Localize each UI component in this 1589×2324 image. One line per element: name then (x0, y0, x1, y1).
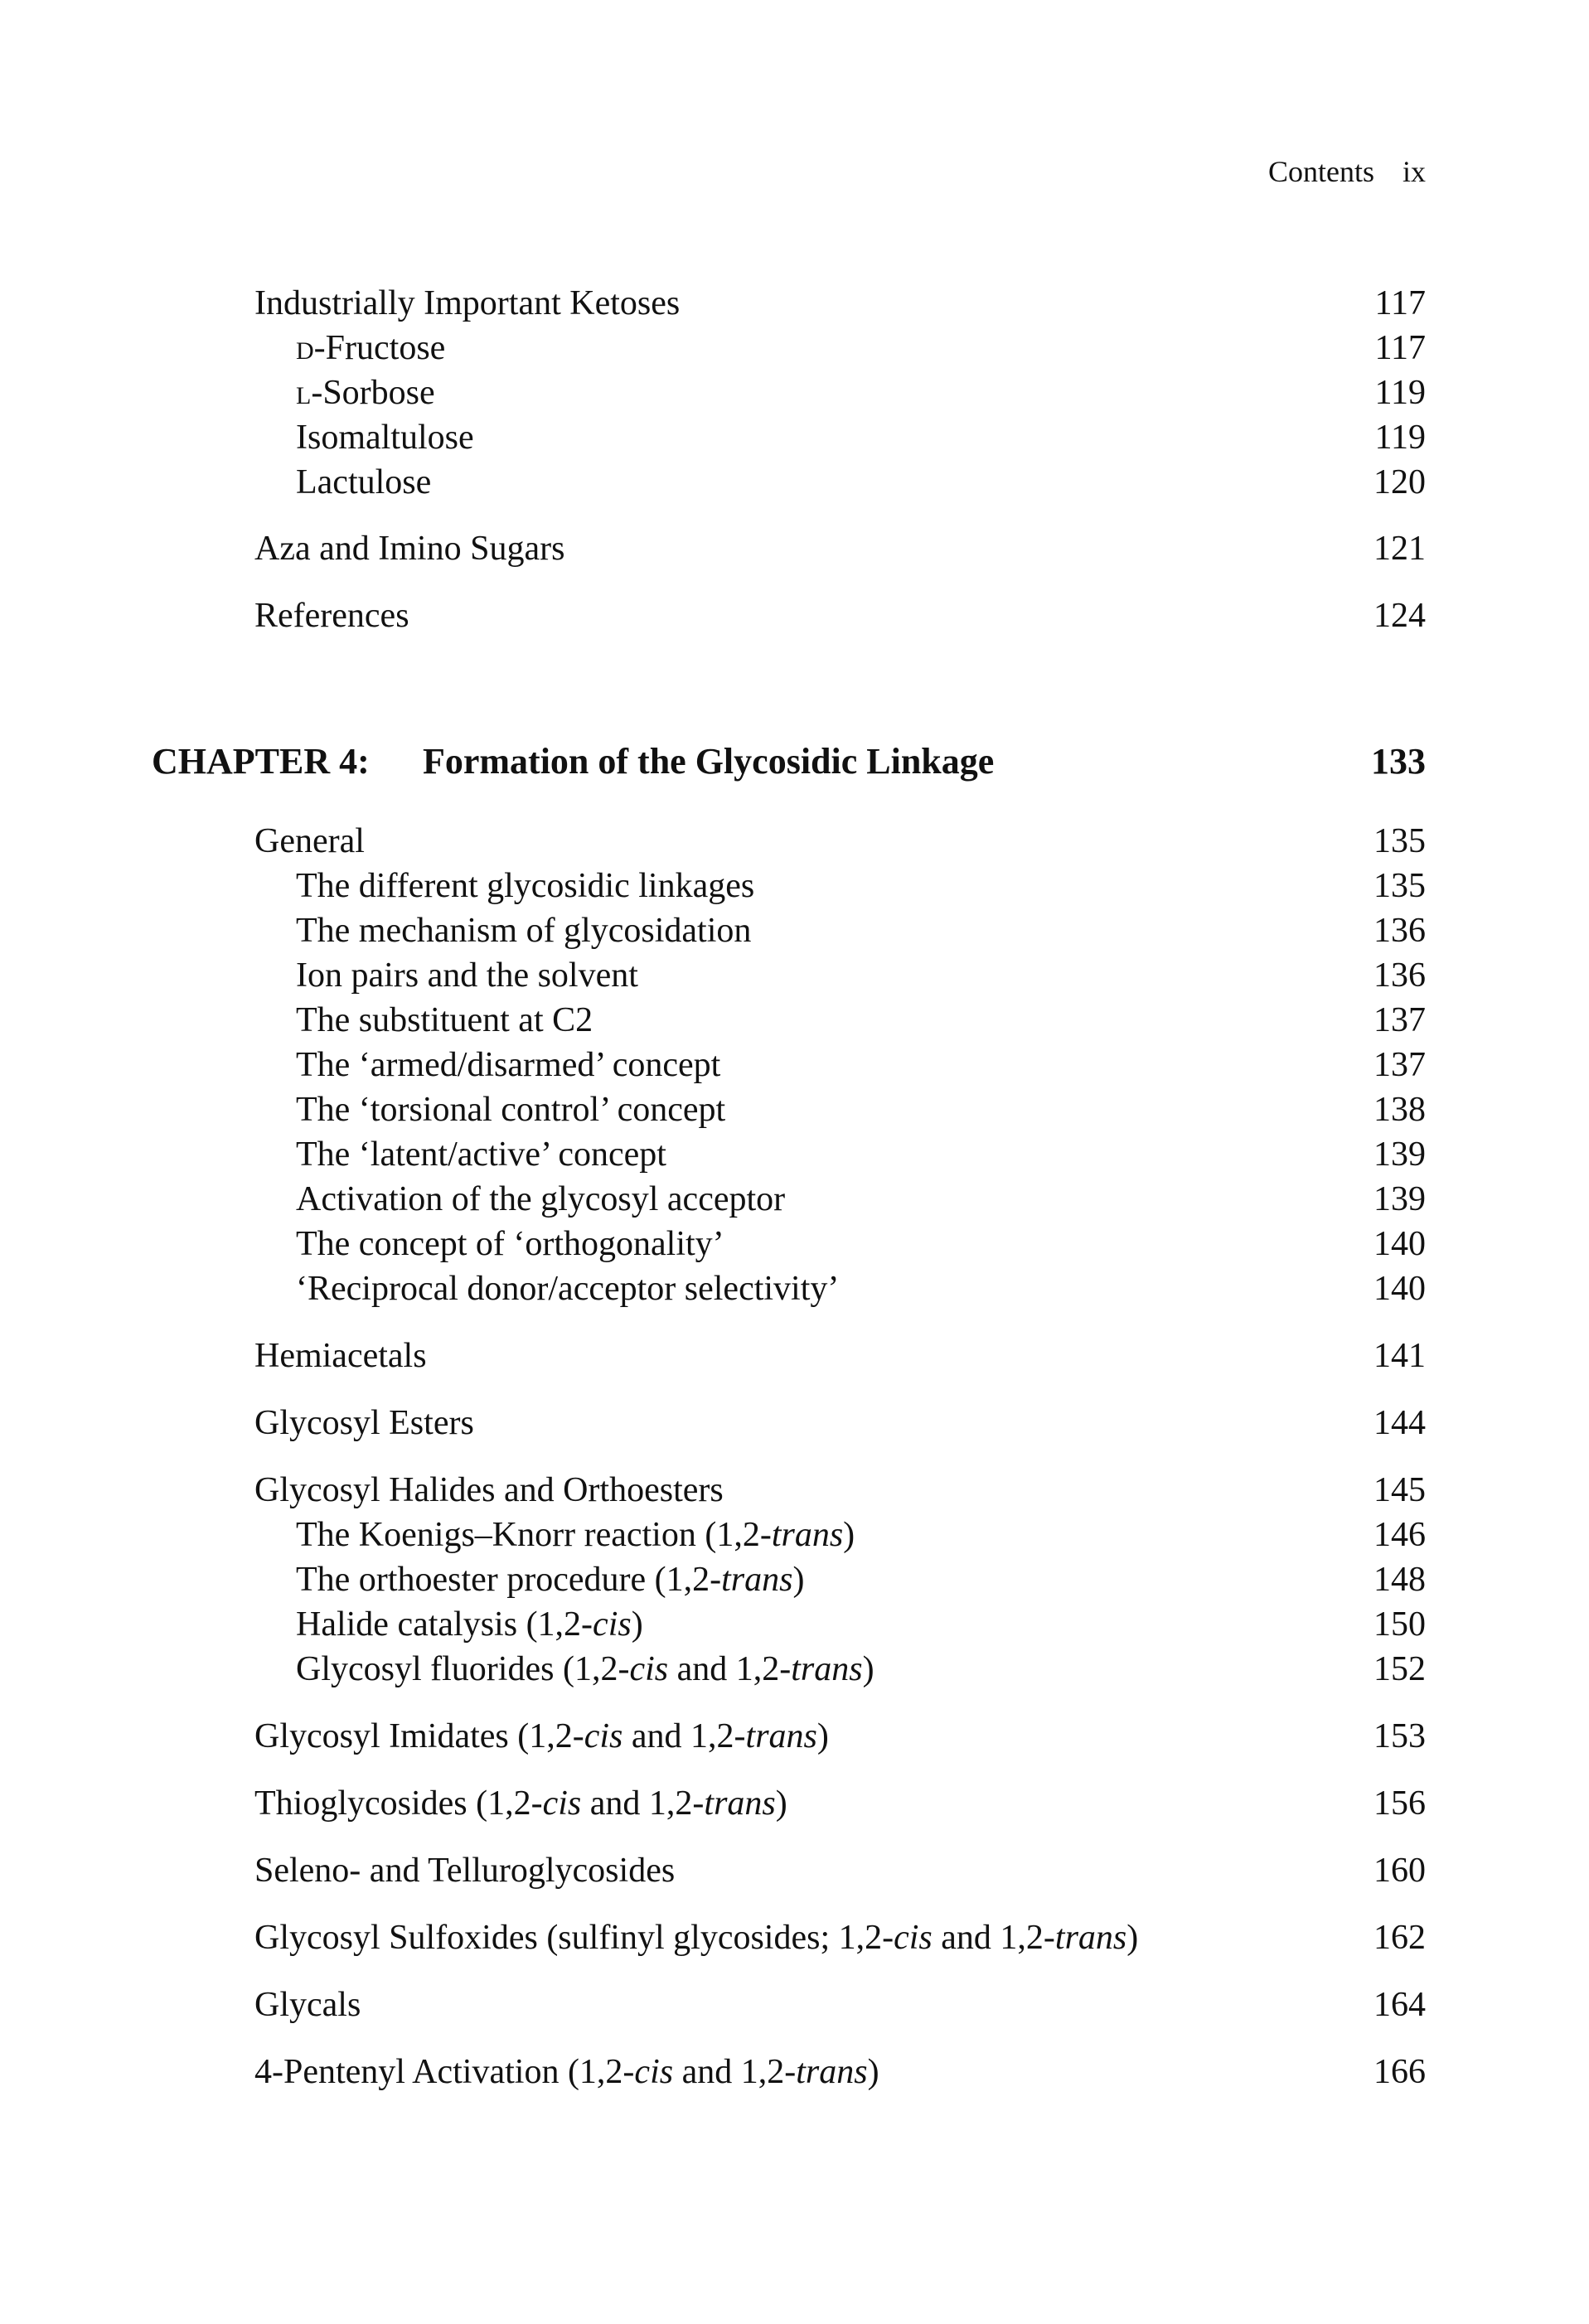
chapter-label: CHAPTER 4: (152, 741, 370, 782)
toc-entry-title: Glycosyl Halides and Orthoesters (254, 1471, 724, 1509)
toc-entry-page: 162 (1373, 1919, 1426, 1957)
toc-entry[interactable] (0, 819, 1589, 864)
toc-entry[interactable] (0, 1468, 1589, 1513)
title-italic: trans (1054, 1919, 1127, 1957)
toc-entry-title: Aza and Imino Sugars (254, 530, 565, 568)
toc-entry-title: The ‘latent/active’ concept (296, 1135, 666, 1174)
title-text: and 1,2- (581, 1784, 705, 1823)
title-text: Halide catalysis (1,2- (296, 1605, 593, 1644)
chapter-heading[interactable] (0, 738, 1589, 786)
small-caps-prefix: L (296, 382, 312, 409)
title-text: Thioglycosides (1,2- (254, 1784, 543, 1823)
title-text: -Fructose (313, 329, 446, 367)
toc-entry-title: The ‘armed/disarmed’ concept (296, 1046, 721, 1084)
toc-subentry[interactable] (0, 1602, 1589, 1647)
toc-entry-page: 140 (1373, 1225, 1426, 1263)
chapter-title: Formation of the Glycosidic Linkage (423, 741, 995, 782)
toc-entry-title: Seleno- and Telluroglycosides (254, 1852, 676, 1890)
title-italic: cis (542, 1784, 582, 1823)
toc-entry-page: 137 (1373, 1001, 1426, 1039)
toc-entry[interactable] (0, 1915, 1589, 1960)
title-text: and 1,2- (932, 1919, 1055, 1957)
title-text: and 1,2- (673, 2053, 797, 2091)
title-italic: cis (629, 1650, 669, 1688)
toc-entry-page: 141 (1373, 1337, 1426, 1375)
toc-entry[interactable] (0, 526, 1589, 571)
toc-entry-page: 124 (1373, 597, 1426, 635)
toc-entry-page: 140 (1373, 1270, 1426, 1308)
toc-entry[interactable] (0, 281, 1589, 326)
toc-entry-page: 137 (1373, 1046, 1426, 1084)
toc-entry-page: 138 (1373, 1091, 1426, 1129)
toc-subentry[interactable] (0, 1177, 1589, 1222)
title-text: -Sorbose (311, 374, 435, 412)
title-italic: trans (771, 1516, 844, 1554)
chapter-page: 133 (1371, 741, 1426, 782)
toc-entry-page: 136 (1373, 956, 1426, 995)
title-text: and 1,2- (668, 1650, 792, 1688)
toc-entry-page: 117 (1374, 284, 1426, 322)
toc-entry[interactable] (0, 1334, 1589, 1378)
toc-entry-title (296, 326, 445, 374)
title-text: The orthoester procedure (1,2- (296, 1561, 722, 1599)
toc-entry-title: Ion pairs and the solvent (296, 956, 638, 995)
toc-entry-title (296, 370, 435, 419)
toc-subentry[interactable] (0, 1222, 1589, 1266)
toc-entry-title (296, 1647, 874, 1692)
toc-entry-title (254, 1781, 787, 1826)
toc-entry-title: Hemiacetals (254, 1337, 427, 1375)
toc-entry-title: The mechanism of glycosidation (296, 912, 752, 950)
toc-entry-title (254, 1714, 829, 1759)
toc-entry-title (296, 1557, 804, 1602)
toc-entry-title: Glycosyl Esters (254, 1404, 474, 1442)
toc-entry[interactable] (0, 1714, 1589, 1759)
toc-entry-title (254, 2050, 879, 2094)
toc-entry[interactable] (0, 1983, 1589, 2027)
toc-entry-title: General (254, 822, 365, 860)
title-text: Glycosyl Sulfoxides (sulfinyl glycosides; 1,2- (254, 1919, 894, 1957)
toc-subentry[interactable] (0, 1647, 1589, 1692)
toc-entry-page: 117 (1374, 329, 1426, 367)
title-italic: cis (634, 2053, 674, 2091)
toc-subentry[interactable] (0, 864, 1589, 908)
toc-entry-page: 148 (1373, 1561, 1426, 1599)
toc-entry[interactable] (0, 2050, 1589, 2094)
title-italic: cis (593, 1605, 632, 1644)
title-text: ) (631, 1605, 643, 1644)
toc-entry-page: 135 (1373, 867, 1426, 905)
toc-entry-page: 152 (1373, 1650, 1426, 1688)
toc-entry-page: 139 (1373, 1180, 1426, 1218)
toc-entry-page: 166 (1373, 2053, 1426, 2091)
toc-subentry[interactable] (0, 953, 1589, 998)
toc-entry[interactable] (0, 1401, 1589, 1445)
toc-entry-title: Isomaltulose (296, 419, 474, 457)
title-text: 4-Pentenyl Activation (1,2- (254, 2053, 635, 2091)
toc-entry-title (296, 1513, 855, 1557)
title-text: ) (862, 1650, 874, 1688)
toc-entry-title: ‘Reciprocal donor/acceptor selectivity’ (296, 1270, 840, 1308)
toc-entry-page: 119 (1374, 419, 1426, 457)
toc-subentry[interactable] (0, 326, 1589, 370)
toc-subentry[interactable] (0, 1043, 1589, 1087)
page-number: ix (1402, 155, 1426, 188)
toc-subentry[interactable] (0, 1087, 1589, 1132)
toc-entry-title: Industrially Important Ketoses (254, 284, 681, 322)
toc-entry-title: Lactulose (296, 463, 432, 501)
toc-entry-page: 121 (1373, 530, 1426, 568)
title-text: ) (843, 1516, 855, 1554)
small-caps-prefix: D (296, 337, 314, 365)
toc-entry-page: 144 (1373, 1404, 1426, 1442)
title-italic: cis (584, 1717, 623, 1755)
title-text: and 1,2- (623, 1717, 746, 1755)
title-text: The Koenigs–Knorr reaction (1,2- (296, 1516, 772, 1554)
toc-subentry[interactable] (0, 415, 1589, 460)
toc-entry-title: The substituent at C2 (296, 1001, 593, 1039)
running-header-title: Contents (1267, 155, 1374, 188)
toc-entry-page: 160 (1373, 1852, 1426, 1890)
toc-entry-page: 153 (1373, 1717, 1426, 1755)
toc-subentry[interactable] (0, 908, 1589, 953)
toc-entry-page: 120 (1373, 463, 1426, 501)
toc-entry-title: References (254, 597, 409, 635)
title-italic: cis (894, 1919, 933, 1957)
toc-entry-page: 136 (1373, 912, 1426, 950)
toc-entry-page: 145 (1373, 1471, 1426, 1509)
toc-subentry[interactable] (0, 460, 1589, 505)
title-italic: trans (796, 2053, 868, 2091)
toc-entry-title: The different glycosidic linkages (296, 867, 755, 905)
toc-entry[interactable] (0, 1848, 1589, 1893)
toc-subentry[interactable] (0, 1266, 1589, 1311)
title-italic: trans (745, 1717, 817, 1755)
toc-entry-page: 146 (1373, 1516, 1426, 1554)
toc-subentry[interactable] (0, 1557, 1589, 1602)
title-text: ) (867, 2053, 879, 2091)
title-text: ) (792, 1561, 805, 1599)
toc-entry-page: 164 (1373, 1986, 1426, 2024)
title-italic: trans (721, 1561, 793, 1599)
title-text: ) (775, 1784, 787, 1823)
toc-entry-title (296, 1602, 643, 1647)
title-text: ) (816, 1717, 829, 1755)
title-italic: trans (791, 1650, 863, 1688)
toc-subentry[interactable] (0, 998, 1589, 1043)
toc-entry-page: 150 (1373, 1605, 1426, 1644)
title-text: ) (1126, 1919, 1139, 1957)
toc-entry[interactable] (0, 1781, 1589, 1826)
title-italic: trans (704, 1784, 776, 1823)
toc-subentry[interactable] (0, 1132, 1589, 1177)
toc-entry-title: Glycals (254, 1986, 361, 2024)
toc-entry-page: 156 (1373, 1784, 1426, 1823)
toc-entry[interactable] (0, 593, 1589, 638)
toc-entry-page: 119 (1374, 374, 1426, 412)
toc-entry-title: The ‘torsional control’ concept (296, 1091, 726, 1129)
toc-entry-title: The concept of ‘orthogonality’ (296, 1225, 724, 1263)
toc-entry-page: 135 (1373, 822, 1426, 860)
toc-subentry[interactable] (0, 370, 1589, 415)
toc-subentry[interactable] (0, 1513, 1589, 1557)
toc-entry-title (254, 1915, 1138, 1960)
toc-entry-title: Activation of the glycosyl acceptor (296, 1180, 786, 1218)
title-text: Glycosyl Imidates (1,2- (254, 1717, 584, 1755)
title-text: Glycosyl fluorides (1,2- (296, 1650, 630, 1688)
toc-entry-page: 139 (1373, 1135, 1426, 1174)
